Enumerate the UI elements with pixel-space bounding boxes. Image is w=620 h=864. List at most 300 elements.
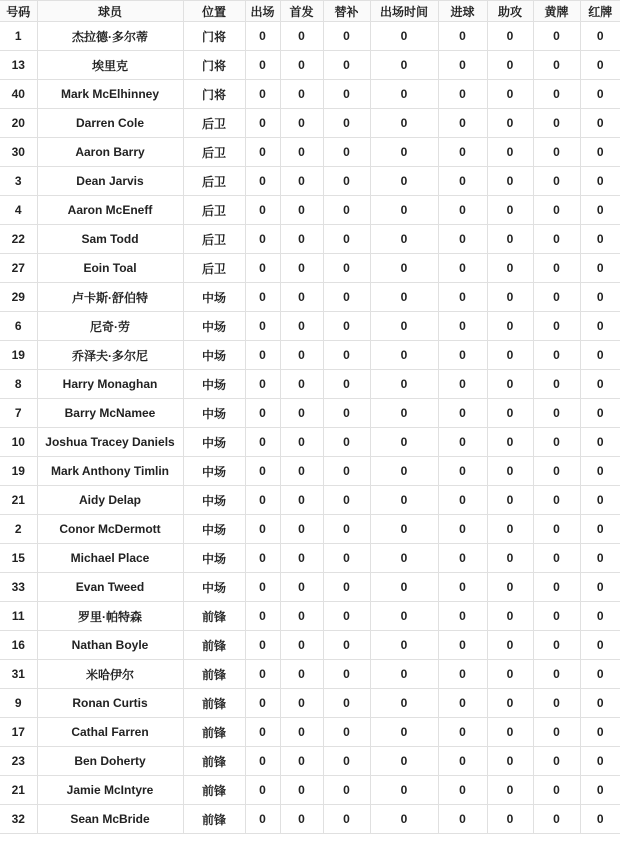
cell-assists: 0 — [487, 776, 533, 805]
cell-yellow-cards: 0 — [533, 225, 580, 254]
cell-appearances: 0 — [245, 254, 280, 283]
cell-goals: 0 — [438, 80, 487, 109]
cell-assists: 0 — [487, 544, 533, 573]
cell-substitute: 0 — [323, 312, 370, 341]
cell-starts: 0 — [280, 631, 323, 660]
cell-red-cards: 0 — [580, 254, 620, 283]
cell-player: Barry McNamee — [37, 399, 183, 428]
cell-red-cards: 0 — [580, 196, 620, 225]
cell-minutes: 0 — [370, 196, 438, 225]
cell-player: Mark Anthony Timlin — [37, 457, 183, 486]
cell-goals: 0 — [438, 51, 487, 80]
cell-goals: 0 — [438, 283, 487, 312]
cell-position: 后卫 — [183, 196, 245, 225]
cell-position: 前锋 — [183, 631, 245, 660]
cell-goals: 0 — [438, 254, 487, 283]
header-row — [0, 1, 620, 22]
table-row — [0, 457, 620, 486]
cell-substitute: 0 — [323, 631, 370, 660]
cell-yellow-cards: 0 — [533, 457, 580, 486]
cell-minutes: 0 — [370, 51, 438, 80]
cell-position: 中场 — [183, 283, 245, 312]
cell-position: 中场 — [183, 486, 245, 515]
cell-minutes: 0 — [370, 747, 438, 776]
cell-red-cards: 0 — [580, 718, 620, 747]
cell-yellow-cards: 0 — [533, 573, 580, 602]
cell-substitute: 0 — [323, 428, 370, 457]
cell-substitute: 0 — [323, 370, 370, 399]
cell-appearances: 0 — [245, 138, 280, 167]
cell-minutes: 0 — [370, 660, 438, 689]
cell-position: 中场 — [183, 312, 245, 341]
cell-starts: 0 — [280, 80, 323, 109]
cell-starts: 0 — [280, 254, 323, 283]
cell-red-cards: 0 — [580, 631, 620, 660]
cell-red-cards: 0 — [580, 80, 620, 109]
cell-position: 门将 — [183, 80, 245, 109]
cell-appearances: 0 — [245, 428, 280, 457]
cell-number: 9 — [0, 689, 37, 718]
cell-number: 13 — [0, 51, 37, 80]
cell-appearances: 0 — [245, 660, 280, 689]
cell-position: 门将 — [183, 51, 245, 80]
cell-assists: 0 — [487, 370, 533, 399]
cell-assists: 0 — [487, 80, 533, 109]
cell-appearances: 0 — [245, 544, 280, 573]
cell-yellow-cards: 0 — [533, 660, 580, 689]
cell-player: Eoin Toal — [37, 254, 183, 283]
cell-position: 后卫 — [183, 225, 245, 254]
cell-red-cards: 0 — [580, 225, 620, 254]
cell-assists: 0 — [487, 341, 533, 370]
cell-goals: 0 — [438, 399, 487, 428]
cell-appearances: 0 — [245, 573, 280, 602]
cell-number: 30 — [0, 138, 37, 167]
cell-yellow-cards: 0 — [533, 602, 580, 631]
cell-substitute: 0 — [323, 109, 370, 138]
cell-number: 22 — [0, 225, 37, 254]
cell-position: 前锋 — [183, 689, 245, 718]
cell-number: 3 — [0, 167, 37, 196]
cell-minutes: 0 — [370, 515, 438, 544]
cell-assists: 0 — [487, 399, 533, 428]
cell-minutes: 0 — [370, 312, 438, 341]
cell-position: 中场 — [183, 515, 245, 544]
cell-number: 21 — [0, 486, 37, 515]
cell-red-cards: 0 — [580, 341, 620, 370]
cell-yellow-cards: 0 — [533, 254, 580, 283]
cell-yellow-cards: 0 — [533, 196, 580, 225]
cell-goals: 0 — [438, 312, 487, 341]
cell-minutes: 0 — [370, 167, 438, 196]
cell-substitute: 0 — [323, 602, 370, 631]
cell-assists: 0 — [487, 138, 533, 167]
col-assists: 助攻 — [487, 1, 533, 22]
cell-number: 4 — [0, 196, 37, 225]
cell-yellow-cards: 0 — [533, 718, 580, 747]
cell-minutes: 0 — [370, 776, 438, 805]
cell-player: Jamie McIntyre — [37, 776, 183, 805]
col-starts: 首发 — [280, 1, 323, 22]
cell-assists: 0 — [487, 718, 533, 747]
cell-yellow-cards: 0 — [533, 544, 580, 573]
col-red-cards: 红牌 — [580, 1, 620, 22]
cell-starts: 0 — [280, 689, 323, 718]
cell-goals: 0 — [438, 225, 487, 254]
cell-substitute: 0 — [323, 167, 370, 196]
cell-player: Ronan Curtis — [37, 689, 183, 718]
table-row — [0, 254, 620, 283]
cell-starts: 0 — [280, 225, 323, 254]
cell-substitute: 0 — [323, 51, 370, 80]
cell-starts: 0 — [280, 718, 323, 747]
cell-player: Sam Todd — [37, 225, 183, 254]
cell-red-cards: 0 — [580, 602, 620, 631]
cell-appearances: 0 — [245, 602, 280, 631]
cell-number: 15 — [0, 544, 37, 573]
cell-appearances: 0 — [245, 51, 280, 80]
cell-yellow-cards: 0 — [533, 138, 580, 167]
cell-appearances: 0 — [245, 776, 280, 805]
cell-appearances: 0 — [245, 399, 280, 428]
cell-red-cards: 0 — [580, 399, 620, 428]
cell-goals: 0 — [438, 196, 487, 225]
cell-appearances: 0 — [245, 283, 280, 312]
cell-player: 尼奇·劳 — [37, 312, 183, 341]
cell-player: Conor McDermott — [37, 515, 183, 544]
cell-minutes: 0 — [370, 573, 438, 602]
cell-number: 16 — [0, 631, 37, 660]
cell-goals: 0 — [438, 602, 487, 631]
table-row — [0, 312, 620, 341]
cell-minutes: 0 — [370, 631, 438, 660]
cell-substitute: 0 — [323, 138, 370, 167]
cell-goals: 0 — [438, 660, 487, 689]
cell-substitute: 0 — [323, 457, 370, 486]
cell-assists: 0 — [487, 109, 533, 138]
cell-player: Michael Place — [37, 544, 183, 573]
cell-substitute: 0 — [323, 573, 370, 602]
cell-player: Ben Doherty — [37, 747, 183, 776]
cell-red-cards: 0 — [580, 805, 620, 834]
table-row — [0, 689, 620, 718]
cell-goals: 0 — [438, 747, 487, 776]
cell-number: 8 — [0, 370, 37, 399]
cell-goals: 0 — [438, 776, 487, 805]
cell-number: 20 — [0, 109, 37, 138]
cell-substitute: 0 — [323, 747, 370, 776]
cell-minutes: 0 — [370, 602, 438, 631]
cell-yellow-cards: 0 — [533, 312, 580, 341]
cell-player: 乔泽夫·多尔尼 — [37, 341, 183, 370]
cell-minutes: 0 — [370, 544, 438, 573]
cell-minutes: 0 — [370, 283, 438, 312]
cell-player: 杰拉德·多尔蒂 — [37, 22, 183, 51]
cell-number: 33 — [0, 573, 37, 602]
cell-yellow-cards: 0 — [533, 631, 580, 660]
col-position: 位置 — [183, 1, 245, 22]
cell-position: 前锋 — [183, 747, 245, 776]
cell-position: 前锋 — [183, 660, 245, 689]
cell-red-cards: 0 — [580, 747, 620, 776]
cell-yellow-cards: 0 — [533, 22, 580, 51]
cell-appearances: 0 — [245, 370, 280, 399]
table-row — [0, 109, 620, 138]
cell-goals: 0 — [438, 544, 487, 573]
cell-number: 40 — [0, 80, 37, 109]
cell-position: 中场 — [183, 573, 245, 602]
cell-appearances: 0 — [245, 689, 280, 718]
cell-position: 后卫 — [183, 109, 245, 138]
cell-assists: 0 — [487, 689, 533, 718]
table-row — [0, 515, 620, 544]
cell-minutes: 0 — [370, 486, 438, 515]
col-number: 号码 — [0, 1, 37, 22]
cell-position: 门将 — [183, 22, 245, 51]
cell-minutes: 0 — [370, 225, 438, 254]
table-body — [0, 22, 620, 834]
cell-assists: 0 — [487, 602, 533, 631]
cell-starts: 0 — [280, 138, 323, 167]
cell-red-cards: 0 — [580, 515, 620, 544]
cell-minutes: 0 — [370, 457, 438, 486]
table-row — [0, 631, 620, 660]
cell-assists: 0 — [487, 51, 533, 80]
cell-position: 中场 — [183, 544, 245, 573]
cell-appearances: 0 — [245, 457, 280, 486]
cell-assists: 0 — [487, 254, 533, 283]
cell-appearances: 0 — [245, 805, 280, 834]
col-substitute: 替补 — [323, 1, 370, 22]
cell-red-cards: 0 — [580, 660, 620, 689]
cell-starts: 0 — [280, 428, 323, 457]
cell-assists: 0 — [487, 312, 533, 341]
cell-yellow-cards: 0 — [533, 167, 580, 196]
cell-player: Aaron Barry — [37, 138, 183, 167]
cell-starts: 0 — [280, 457, 323, 486]
cell-starts: 0 — [280, 544, 323, 573]
cell-starts: 0 — [280, 399, 323, 428]
cell-position: 中场 — [183, 457, 245, 486]
cell-yellow-cards: 0 — [533, 51, 580, 80]
cell-red-cards: 0 — [580, 138, 620, 167]
cell-goals: 0 — [438, 573, 487, 602]
cell-goals: 0 — [438, 486, 487, 515]
cell-assists: 0 — [487, 573, 533, 602]
cell-player: Nathan Boyle — [37, 631, 183, 660]
cell-substitute: 0 — [323, 805, 370, 834]
cell-red-cards: 0 — [580, 689, 620, 718]
cell-minutes: 0 — [370, 689, 438, 718]
cell-appearances: 0 — [245, 486, 280, 515]
cell-red-cards: 0 — [580, 457, 620, 486]
cell-minutes: 0 — [370, 138, 438, 167]
table-row — [0, 341, 620, 370]
table-row — [0, 486, 620, 515]
cell-minutes: 0 — [370, 370, 438, 399]
cell-red-cards: 0 — [580, 283, 620, 312]
cell-starts: 0 — [280, 167, 323, 196]
cell-yellow-cards: 0 — [533, 486, 580, 515]
cell-yellow-cards: 0 — [533, 747, 580, 776]
cell-appearances: 0 — [245, 631, 280, 660]
cell-yellow-cards: 0 — [533, 428, 580, 457]
cell-position: 后卫 — [183, 138, 245, 167]
cell-goals: 0 — [438, 22, 487, 51]
cell-goals: 0 — [438, 138, 487, 167]
cell-substitute: 0 — [323, 341, 370, 370]
cell-number: 23 — [0, 747, 37, 776]
table-row — [0, 196, 620, 225]
cell-appearances: 0 — [245, 515, 280, 544]
cell-goals: 0 — [438, 631, 487, 660]
cell-player: Aidy Delap — [37, 486, 183, 515]
cell-number: 31 — [0, 660, 37, 689]
cell-yellow-cards: 0 — [533, 399, 580, 428]
cell-goals: 0 — [438, 457, 487, 486]
cell-yellow-cards: 0 — [533, 80, 580, 109]
cell-yellow-cards: 0 — [533, 515, 580, 544]
cell-number: 19 — [0, 457, 37, 486]
cell-player: Aaron McEneff — [37, 196, 183, 225]
cell-goals: 0 — [438, 515, 487, 544]
col-goals: 进球 — [438, 1, 487, 22]
cell-red-cards: 0 — [580, 776, 620, 805]
cell-starts: 0 — [280, 370, 323, 399]
cell-yellow-cards: 0 — [533, 109, 580, 138]
cell-substitute: 0 — [323, 718, 370, 747]
cell-position: 中场 — [183, 341, 245, 370]
cell-minutes: 0 — [370, 805, 438, 834]
cell-yellow-cards: 0 — [533, 341, 580, 370]
cell-substitute: 0 — [323, 660, 370, 689]
cell-goals: 0 — [438, 167, 487, 196]
table-row — [0, 573, 620, 602]
cell-assists: 0 — [487, 747, 533, 776]
cell-assists: 0 — [487, 515, 533, 544]
cell-player: Sean McBride — [37, 805, 183, 834]
table-row — [0, 660, 620, 689]
cell-substitute: 0 — [323, 399, 370, 428]
cell-minutes: 0 — [370, 80, 438, 109]
cell-number: 21 — [0, 776, 37, 805]
cell-player: 罗里·帕特森 — [37, 602, 183, 631]
cell-position: 前锋 — [183, 805, 245, 834]
cell-red-cards: 0 — [580, 109, 620, 138]
table-row — [0, 718, 620, 747]
cell-goals: 0 — [438, 689, 487, 718]
cell-number: 7 — [0, 399, 37, 428]
cell-minutes: 0 — [370, 22, 438, 51]
cell-player: Cathal Farren — [37, 718, 183, 747]
cell-starts: 0 — [280, 776, 323, 805]
cell-number: 17 — [0, 718, 37, 747]
cell-number: 2 — [0, 515, 37, 544]
cell-appearances: 0 — [245, 80, 280, 109]
cell-player: 埃里克 — [37, 51, 183, 80]
cell-minutes: 0 — [370, 428, 438, 457]
cell-assists: 0 — [487, 196, 533, 225]
cell-number: 10 — [0, 428, 37, 457]
cell-starts: 0 — [280, 747, 323, 776]
cell-substitute: 0 — [323, 80, 370, 109]
cell-appearances: 0 — [245, 167, 280, 196]
cell-appearances: 0 — [245, 747, 280, 776]
table-row — [0, 602, 620, 631]
cell-player: Mark McElhinney — [37, 80, 183, 109]
cell-red-cards: 0 — [580, 312, 620, 341]
cell-position: 中场 — [183, 428, 245, 457]
cell-position: 后卫 — [183, 254, 245, 283]
cell-starts: 0 — [280, 51, 323, 80]
cell-appearances: 0 — [245, 225, 280, 254]
cell-starts: 0 — [280, 312, 323, 341]
col-minutes: 出场时间 — [370, 1, 438, 22]
cell-substitute: 0 — [323, 22, 370, 51]
table-row — [0, 776, 620, 805]
cell-number: 1 — [0, 22, 37, 51]
cell-number: 6 — [0, 312, 37, 341]
cell-red-cards: 0 — [580, 544, 620, 573]
table-row — [0, 805, 620, 834]
cell-substitute: 0 — [323, 254, 370, 283]
cell-goals: 0 — [438, 109, 487, 138]
cell-goals: 0 — [438, 428, 487, 457]
table-row — [0, 138, 620, 167]
cell-substitute: 0 — [323, 196, 370, 225]
col-yellow-cards: 黄牌 — [533, 1, 580, 22]
cell-number: 27 — [0, 254, 37, 283]
cell-assists: 0 — [487, 283, 533, 312]
cell-player: 米哈伊尔 — [37, 660, 183, 689]
cell-goals: 0 — [438, 718, 487, 747]
cell-substitute: 0 — [323, 776, 370, 805]
table-row — [0, 544, 620, 573]
cell-player: Evan Tweed — [37, 573, 183, 602]
cell-number: 19 — [0, 341, 37, 370]
table-row — [0, 747, 620, 776]
cell-starts: 0 — [280, 515, 323, 544]
cell-red-cards: 0 — [580, 167, 620, 196]
cell-player: Dean Jarvis — [37, 167, 183, 196]
cell-assists: 0 — [487, 167, 533, 196]
cell-red-cards: 0 — [580, 486, 620, 515]
col-appearances: 出场 — [245, 1, 280, 22]
cell-substitute: 0 — [323, 225, 370, 254]
cell-substitute: 0 — [323, 283, 370, 312]
cell-yellow-cards: 0 — [533, 776, 580, 805]
cell-position: 前锋 — [183, 602, 245, 631]
cell-number: 11 — [0, 602, 37, 631]
cell-player: Joshua Tracey Daniels — [37, 428, 183, 457]
cell-number: 32 — [0, 805, 37, 834]
cell-number: 29 — [0, 283, 37, 312]
cell-substitute: 0 — [323, 515, 370, 544]
cell-assists: 0 — [487, 22, 533, 51]
cell-starts: 0 — [280, 602, 323, 631]
cell-starts: 0 — [280, 196, 323, 225]
table-row — [0, 428, 620, 457]
cell-minutes: 0 — [370, 718, 438, 747]
cell-starts: 0 — [280, 573, 323, 602]
cell-yellow-cards: 0 — [533, 370, 580, 399]
cell-minutes: 0 — [370, 341, 438, 370]
cell-position: 中场 — [183, 370, 245, 399]
cell-assists: 0 — [487, 805, 533, 834]
cell-minutes: 0 — [370, 109, 438, 138]
table-header — [0, 1, 620, 22]
col-player: 球员 — [37, 1, 183, 22]
